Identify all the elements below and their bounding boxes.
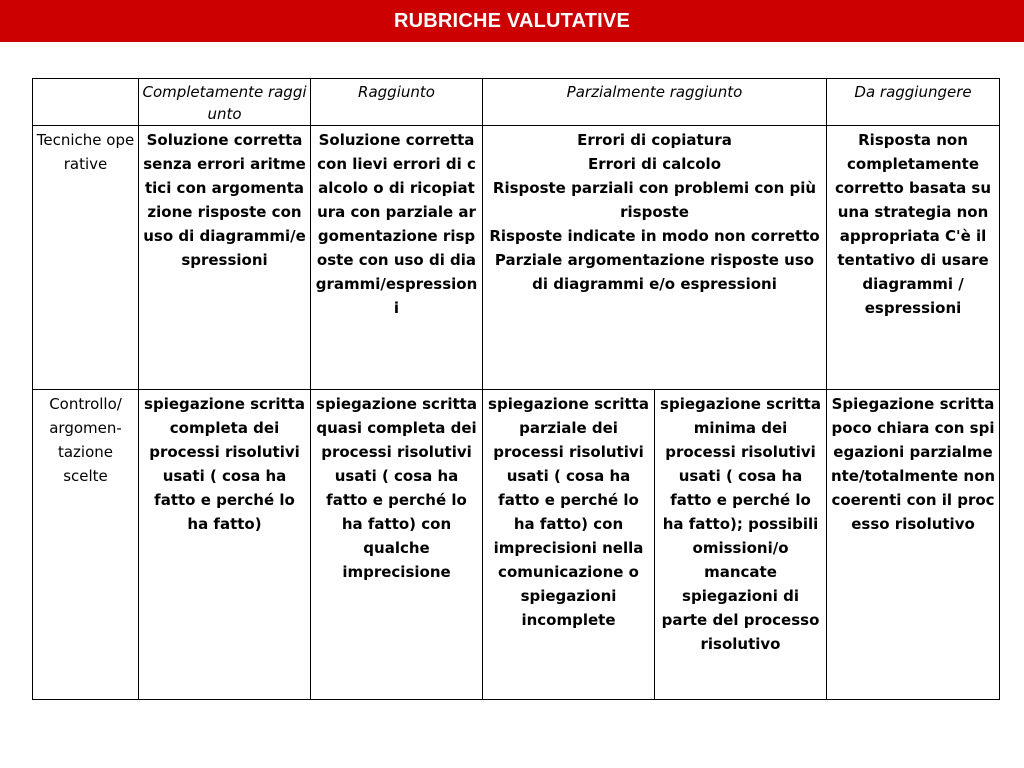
table-row-tecniche-operative: [33, 126, 1000, 390]
cell-controllo-parzialmente-raggiunto-a: spiegazione scritta parziale dei processi risolutivi usati ( cosa ha fatto e perché lo ha fatto) con imprecisioni nella comunicazione o spiegazioni incomplete: [483, 390, 655, 700]
partial-line-risposte-non-corrette: Risposte indicate in modo non corretto: [489, 227, 820, 245]
partial-line-parziale-argomentazione: Parziale argomentazione risposte uso di diagrammi e/o espressioni: [494, 251, 815, 293]
cell-controllo-da-raggiungere: Spiegazione scritta poco chiara con spiegazioni parzialmente/totalmente non coerenti con il processo risolutivo: [827, 390, 1000, 700]
column-header-raggiunto: Raggiunto: [311, 79, 483, 126]
column-header-parzialmente-raggiunto: Parzialmente raggiunto: [483, 79, 827, 126]
cell-tecniche-completamente-raggiunto: Soluzione corretta senza errori aritmetici con argomentazione risposte con uso di diagrammi/espressioni: [139, 126, 311, 390]
cell-tecniche-raggiunto: Soluzione corretta con lievi errori di calcolo o di ricopiatura con parziale argomentazione risposte con uso di diagrammi/espressioni: [311, 126, 483, 390]
cell-tecniche-da-raggiungere: Risposta non completamente corretto basata su una strategia non appropriata C'è il tentativo di usare diagrammi / espressioni: [827, 126, 1000, 390]
cell-controllo-completamente-raggiunto: spiegazione scritta completa dei processi risolutivi usati ( cosa ha fatto e perché lo ha fatto): [139, 390, 311, 700]
corner-cell: [33, 79, 139, 126]
column-header-completamente-raggiunto: Completamente raggiunto: [139, 79, 311, 126]
partial-line-risposte-parziali: Risposte parziali con problemi con più risposte: [492, 179, 817, 221]
column-header-da-raggiungere: Da raggiungere: [827, 79, 1000, 126]
header-row: [33, 79, 1000, 126]
rubric-table: [32, 78, 1000, 700]
table-row-controllo-argomentazione: [33, 390, 1000, 700]
partial-line-errori-copiatura: Errori di copiatura: [577, 131, 732, 149]
cell-controllo-raggiunto: spiegazione scritta quasi completa dei processi risolutivi usati ( cosa ha fatto e perché lo ha fatto) con qualche imprecisione: [311, 390, 483, 700]
page-title: RUBRICHE VALUTATIVE: [393, 9, 631, 32]
cell-tecniche-parzialmente-raggiunto: [483, 126, 827, 390]
row-label-controllo-argomentazione: Controllo/ argomen-tazione scelte: [33, 390, 139, 700]
partial-line-errori-calcolo: Errori di calcolo: [588, 155, 722, 173]
title-bar: [0, 0, 1024, 42]
row-label-tecniche-operative: Tecniche operative: [33, 126, 139, 390]
cell-controllo-parzialmente-raggiunto-b: spiegazione scritta minima dei processi risolutivi usati ( cosa ha fatto e perché lo ha fatto); possibili omissioni/o mancate spiegazioni di parte del processo risolutivo: [655, 390, 827, 700]
